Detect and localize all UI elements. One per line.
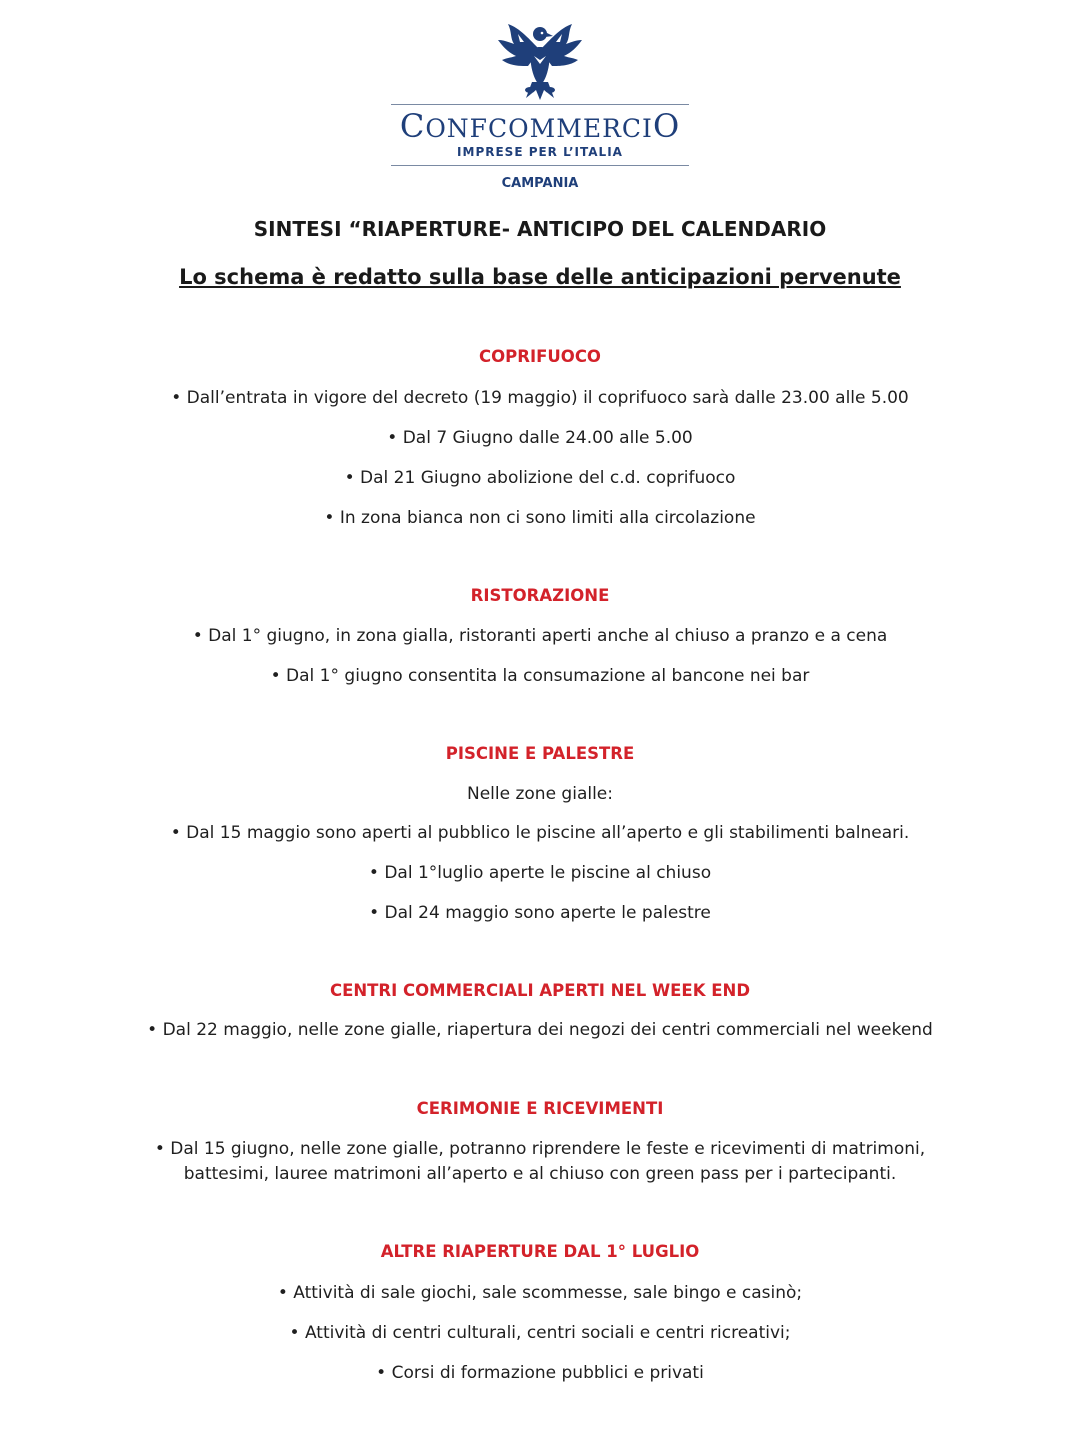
list-item: • Corsi di formazione pubblici e privati bbox=[0, 1361, 1080, 1385]
document-subtitle: Lo schema è redatto sulla base delle anticipazioni pervenute bbox=[179, 265, 901, 289]
list-item: • Dal 1° giugno, in zona gialla, ristoranti aperti anche al chiuso a pranzo e a cena bbox=[0, 624, 1080, 648]
list-item: • Dal 1°luglio aperte le piscine al chiuso bbox=[0, 861, 1080, 885]
logo-bottom-rule bbox=[391, 165, 689, 166]
list-item: • Dal 24 maggio sono aperte le palestre bbox=[0, 901, 1080, 925]
eagle-icon bbox=[490, 20, 590, 102]
section-intro: Nelle zone gialle: bbox=[466, 784, 613, 804]
section-heading: COPRIFUOCO bbox=[479, 347, 601, 366]
list-item: • Dall’entrata in vigore del decreto (19 maggio) il coprifuoco sarà dalle 23.00 alle 5.00 bbox=[0, 386, 1080, 410]
list-item: • In zona bianca non ci sono limiti alla circolazione bbox=[0, 506, 1080, 530]
document-title: SINTESI “RIAPERTURE- ANTICIPO DEL CALENDARIO bbox=[253, 217, 827, 241]
list-item: • Dal 15 giugno, nelle zone gialle, potranno riprendere le feste e ricevimenti di matrimoni, bbox=[0, 1137, 1080, 1161]
section-heading: PISCINE E PALESTRE bbox=[445, 744, 635, 763]
section-heading: CENTRI COMMERCIALI APERTI NEL WEEK END bbox=[329, 981, 751, 1000]
list-item-continuation: battesimi, lauree matrimoni all’aperto e al chiuso con green pass per i partecipanti. bbox=[183, 1164, 897, 1184]
list-item: • Dal 1° giugno consentita la consumazione al bancone nei bar bbox=[0, 664, 1080, 688]
list-item: • Attività di centri culturali, centri sociali e centri ricreativi; bbox=[0, 1321, 1080, 1345]
logo-region: CAMPANIA bbox=[501, 176, 579, 191]
confcommercio-logo bbox=[0, 20, 1080, 192]
logo-tagline: IMPRESE PER L’ITALIA bbox=[457, 145, 623, 159]
logo-top-rule bbox=[391, 104, 689, 105]
list-item: • Dal 22 maggio, nelle zone gialle, riapertura dei negozi dei centri commerciali nel weekend bbox=[0, 1018, 1080, 1042]
section-heading: ALTRE RIAPERTURE DAL 1° LUGLIO bbox=[380, 1242, 700, 1261]
section-heading: RISTORAZIONE bbox=[470, 586, 610, 605]
list-item: • Attività di sale giochi, sale scommesse, sale bingo e casinò; bbox=[0, 1281, 1080, 1305]
section-heading: CERIMONIE E RICEVIMENTI bbox=[416, 1099, 664, 1118]
list-item: • Dal 21 Giugno abolizione del c.d. coprifuoco bbox=[0, 466, 1080, 490]
logo-wordmark: CONFCOMMERCIO bbox=[399, 107, 681, 145]
list-item: • Dal 7 Giugno dalle 24.00 alle 5.00 bbox=[0, 426, 1080, 450]
list-item: • Dal 15 maggio sono aperti al pubblico le piscine all’aperto e gli stabilimenti balneari. bbox=[0, 821, 1080, 845]
